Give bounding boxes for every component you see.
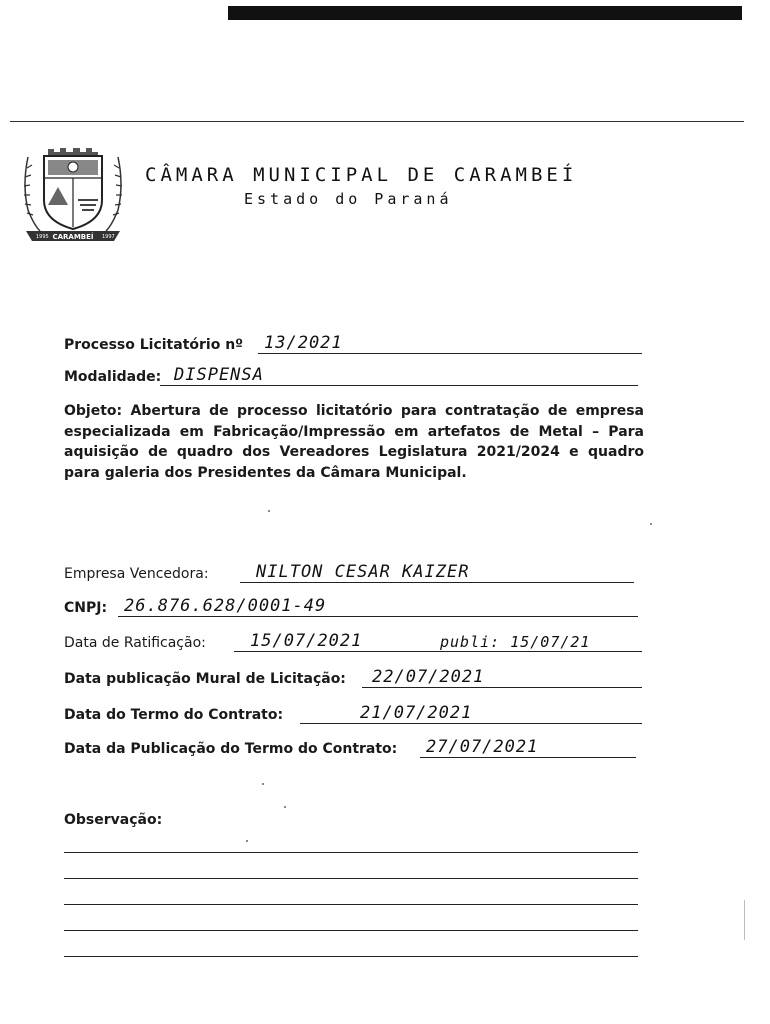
observacao-line [64, 956, 638, 957]
processo-row [64, 334, 642, 356]
termo-row [64, 704, 642, 726]
observacao-line [64, 878, 638, 879]
scan-top-bar [228, 6, 742, 20]
empresa-value: NILTON CESAR KAIZER [256, 562, 470, 582]
svg-text:CARAMBEÍ: CARAMBEÍ [52, 233, 94, 241]
observacao-line [64, 930, 638, 931]
empresa-label: Empresa Vencedora: [64, 566, 209, 582]
cnpj-label: CNPJ: [64, 600, 108, 616]
institution-title: CÂMARA MUNICIPAL DE CARAMBEÍ [145, 164, 578, 186]
scan-speck [650, 523, 652, 525]
municipal-crest-icon [18, 145, 128, 245]
publicacao-termo-label: Data da Publicação do Termo do Contrato: [64, 741, 398, 757]
observacao-line [64, 904, 638, 905]
mural-label: Data publicação Mural de Licitação: [64, 671, 346, 687]
objeto-paragraph: Objeto: Abertura de processo licitatório para contratação de empresa especializada em Fabricação/Impressão em artefatos de Metal – Para aquisição de quadro dos Vereadores Legislatura 2021/2024 e quadro para galeria dos Presidentes da Câmara Municipal. [64, 403, 644, 481]
empresa-underline [240, 582, 634, 583]
svg-text:1995: 1995 [36, 234, 49, 240]
processo-label: Processo Licitatório nº [64, 337, 244, 353]
publicacao-note: publi: 15/07/21 [440, 633, 591, 651]
termo-label: Data do Termo do Contrato: [64, 707, 284, 723]
publicacao-termo-row [64, 738, 636, 760]
publicacao-termo-underline [420, 757, 636, 758]
modalidade-underline [160, 385, 638, 386]
processo-underline [258, 353, 642, 354]
modalidade-row [64, 366, 638, 388]
header-rule [10, 121, 744, 122]
ratificacao-label: Data de Ratificação: [64, 635, 206, 651]
scan-speck [246, 840, 248, 842]
scan-margin-mark [744, 900, 745, 940]
modalidade-value: DISPENSA [174, 365, 264, 385]
svg-text:1997: 1997 [102, 234, 115, 240]
mural-underline [362, 687, 642, 688]
observacao-label: Observação: [64, 812, 163, 828]
empresa-row [64, 563, 634, 585]
modalidade-label: Modalidade: [64, 369, 162, 385]
termo-value: 21/07/2021 [360, 703, 473, 723]
publicacao-termo-value: 27/07/2021 [426, 737, 539, 757]
cnpj-row [64, 597, 638, 619]
ratificacao-row [64, 632, 642, 654]
mural-row [64, 668, 642, 690]
termo-underline [300, 723, 642, 724]
scan-speck [284, 806, 286, 808]
mural-value: 22/07/2021 [372, 667, 485, 687]
cnpj-value: 26.876.628/0001-49 [124, 596, 327, 616]
ratificacao-underline [234, 651, 642, 652]
scan-speck [268, 510, 270, 512]
ratificacao-value: 15/07/2021 [250, 631, 363, 651]
scan-speck [262, 783, 264, 785]
observacao-line [64, 852, 638, 853]
institution-subtitle: Estado do Paraná [244, 190, 453, 208]
processo-value: 13/2021 [264, 333, 343, 353]
cnpj-underline [118, 616, 638, 617]
